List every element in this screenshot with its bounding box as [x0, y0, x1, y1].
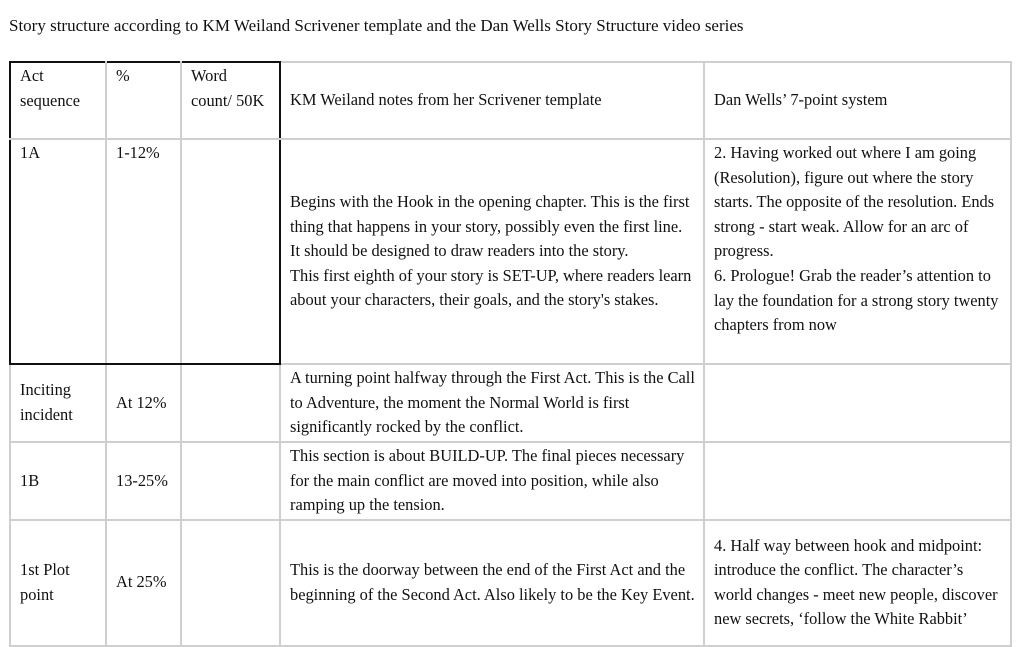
cell-weiland-notes: This section is about BUILD-UP. The final pieces necessary for the main conflict are moved into position, while also ramping up the tension.: [280, 442, 704, 520]
table-row: [10, 139, 1011, 364]
cell-percent: 13-25%: [106, 442, 181, 520]
cell-act: Inciting incident: [10, 364, 106, 442]
cell-percent: At 12%: [106, 364, 181, 442]
cell-wells-system: [704, 139, 1011, 364]
header-word-count: Word count/ 50K: [181, 62, 280, 139]
cell-word-count: [181, 364, 280, 442]
cell-percent: At 25%: [106, 520, 181, 646]
cell-act: 1B: [10, 442, 106, 520]
cell-word-count: [181, 520, 280, 646]
table-row: [10, 520, 1011, 646]
wells-note-start: 2. Having worked out where I am going (Resolution), figure out where the story starts. The opposite of the resolution. Ends strong - start weak. Allow for an arc of progress.: [714, 143, 995, 261]
cell-wells-system: [704, 364, 1011, 442]
header-wells-system: Dan Wells’ 7-point system: [704, 62, 1011, 139]
document-title: Story structure according to KM Weiland Scrivener template and the Dan Wells Story Structure video series: [9, 16, 744, 35]
cell-weiland-notes: This is the doorway between the end of the First Act and the beginning of the Second Act. Also likely to be the Key Event.: [280, 520, 704, 646]
cell-wells-system: 4. Half way between hook and midpoint: introduce the conflict. The character’s world changes - meet new people, discover new secrets, ‘follow the White Rabbit’: [704, 520, 1011, 646]
cell-word-count: [181, 442, 280, 520]
table-row: [10, 442, 1011, 520]
weiland-note-setup: This first eighth of your story is SET-UP, where readers learn about your characters, their goals, and the story's stakes.: [290, 265, 692, 310]
header-percent: %: [106, 62, 181, 139]
table-header-row: [10, 62, 1011, 139]
header-weiland-notes: KM Weiland notes from her Scrivener template: [280, 62, 704, 139]
header-act-sequence: Act sequence: [10, 62, 106, 139]
weiland-note-hook: Begins with the Hook in the opening chapter. This is the first thing that happens in your story, possibly even the first line. It should be designed to draw readers into the story.: [290, 192, 690, 261]
wells-note-prologue: 6. Prologue! Grab the reader’s attention to lay the foundation for a strong story twenty chapters from now: [714, 265, 999, 335]
story-structure-table: [9, 61, 1012, 647]
cell-percent: 1-12%: [106, 139, 181, 364]
cell-weiland-notes: [280, 139, 704, 364]
cell-weiland-notes: A turning point halfway through the First Act. This is the Call to Adventure, the moment the Normal World is first significantly rocked by the conflict.: [280, 364, 704, 442]
cell-act: 1A: [10, 139, 106, 364]
cell-wells-system: [704, 442, 1011, 520]
cell-word-count: [181, 139, 280, 364]
cell-act: 1st Plot point: [10, 520, 106, 646]
table-row: [10, 364, 1011, 442]
